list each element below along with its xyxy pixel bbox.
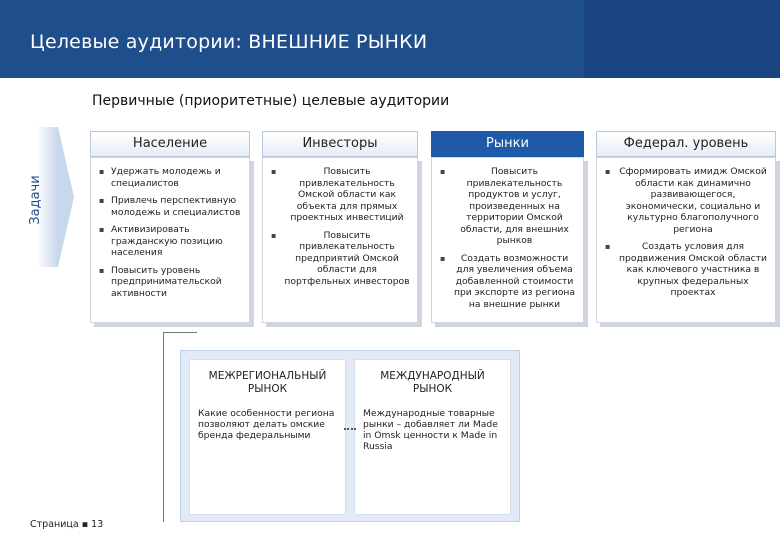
column-federal xyxy=(596,131,776,323)
bullet-item: ▪ Активизировать гражданскую позицию населения xyxy=(99,224,223,258)
market-title: МЕЖДУНАРОДНЫЙ РЫНОК xyxy=(380,370,485,395)
column-markets xyxy=(431,131,584,323)
bullet-item: ▪ Сформировать имидж Омской области как динамично развивающегося, экономически, социально и культурно благополучного региона xyxy=(605,166,767,235)
market-international xyxy=(354,359,511,515)
header-accent xyxy=(584,0,780,78)
bullet-icon: ▪ xyxy=(605,242,611,251)
bullet-item: ▪ Удержать молодежь и специалистов xyxy=(99,166,221,189)
market-panel xyxy=(180,350,520,522)
column-body xyxy=(431,157,584,323)
bullet-icon: ▪ xyxy=(440,167,446,176)
market-interregional xyxy=(189,359,346,515)
bullet-item: ▪ Создать возможности для увеличения объема добавленной стоимости при экспорте из региона на внешние рынки xyxy=(440,252,576,310)
column-investors xyxy=(262,131,418,323)
market-title: МЕЖРЕГИОНАЛЬНЫЙ РЫНОК xyxy=(208,370,327,395)
bullet-icon: ▪ xyxy=(99,225,105,234)
connector-line xyxy=(163,332,197,333)
bullet-icon: ▪ xyxy=(440,253,446,263)
column-header[interactable]: Население xyxy=(90,131,250,157)
bullet-icon: ▪ xyxy=(271,230,277,240)
market-text: Международные товарные рынки – добавляет ли Made in Omsk ценности к Made in Russia xyxy=(363,408,498,452)
column-header-active[interactable]: Рынки xyxy=(431,131,584,157)
bullet-item: ▪ Повысить привлекательность Омской области как объекта для прямых проектных инвестиций xyxy=(271,166,404,223)
side-arrow xyxy=(58,127,74,267)
bullet-item: ▪ Повысить уровень предпринимательской активности xyxy=(99,264,222,299)
section-subtitle: Первичные (приоритетные) целевые аудитории xyxy=(92,93,450,109)
column-body xyxy=(90,157,250,323)
column-body xyxy=(596,157,776,323)
bullet-icon: ▪ xyxy=(99,167,105,176)
bullet-icon: ▪ xyxy=(99,196,105,205)
page-title: Целевые аудитории: ВНЕШНИЕ РЫНКИ xyxy=(30,31,428,53)
bullet-item: ▪ Создать условия для продвижения Омской области как ключевого участника в крупных федеральных проектах xyxy=(605,241,767,298)
bullet-icon: ▪ xyxy=(605,167,611,176)
header-bar xyxy=(0,0,780,78)
bullet-icon: ▪ xyxy=(271,167,277,176)
column-population xyxy=(90,131,250,323)
side-label: Задачи xyxy=(28,175,43,225)
page-number: Страница ▪ 13 xyxy=(30,519,104,530)
dotted-connector xyxy=(344,428,356,430)
column-header[interactable]: Инвесторы xyxy=(262,131,418,157)
bullet-item: ▪ Повысить привлекательность продуктов и услуг, произведенных на территории Омской области, для внешних рынков xyxy=(440,166,569,246)
column-body xyxy=(262,157,418,323)
bullet-item: ▪ Привлечь перспективную молодежь и специалистов xyxy=(99,195,241,218)
bullet-icon: ▪ xyxy=(99,265,105,275)
bullet-item: ▪ Повысить привлекательность предприятий Омской области для портфельных инвесторов xyxy=(271,229,410,287)
market-text: Какие особенности региона позволяют делать омские бренда федеральными xyxy=(198,408,335,441)
connector-line xyxy=(163,332,164,522)
column-header[interactable]: Федерал. уровень xyxy=(596,131,776,157)
